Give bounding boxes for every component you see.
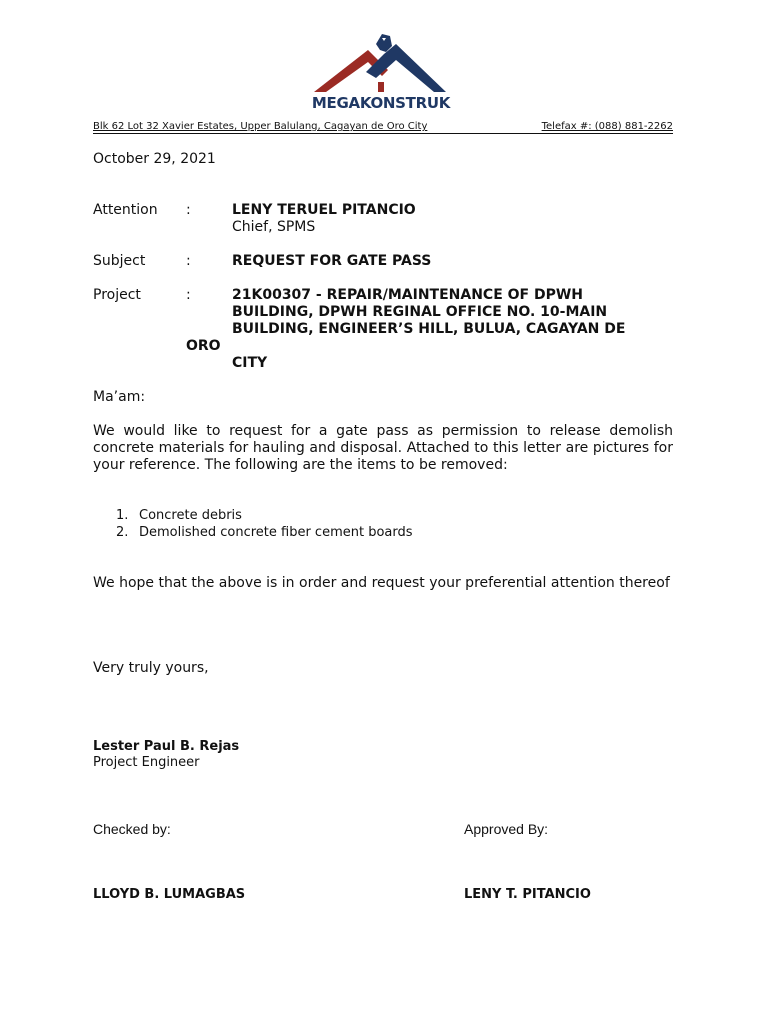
items-list bbox=[116, 507, 413, 541]
project-line-2: BUILDING, DPWH REGINAL OFFICE NO. 10-MAIN bbox=[232, 304, 608, 320]
project-line-4: ORO bbox=[186, 338, 221, 354]
attention-label: Attention bbox=[93, 202, 158, 218]
subject-label: Subject bbox=[93, 253, 146, 269]
approved-by-name: LENY T. PITANCIO bbox=[464, 887, 591, 902]
brand-name: MEGAKONSTRUK bbox=[311, 94, 451, 112]
body-paragraph-closing: We hope that the above is in order and request your preferential attention thereof bbox=[93, 575, 670, 591]
list-item bbox=[116, 524, 413, 541]
company-address: Blk 62 Lot 32 Xavier Estates, Upper Balulang, Cagayan de Oro City bbox=[93, 121, 428, 132]
list-item-text: Concrete debris bbox=[139, 508, 242, 523]
project-line-5: CITY bbox=[232, 355, 268, 371]
attention-name: LENY TERUEL PITANCIO bbox=[232, 202, 416, 218]
attention-colon: : bbox=[186, 202, 191, 218]
address-line bbox=[93, 121, 673, 134]
closing-phrase: Very truly yours, bbox=[93, 660, 209, 676]
checked-by-name: LLOYD B. LUMAGBAS bbox=[93, 887, 246, 902]
attention-title: Chief, SPMS bbox=[232, 219, 316, 235]
signatory-name: Lester Paul B. Rejas bbox=[93, 739, 240, 754]
project-colon: : bbox=[186, 287, 191, 303]
company-telefax: Telefax #: (088) 881-2262 bbox=[541, 121, 673, 132]
subject-colon: : bbox=[186, 253, 191, 269]
body-paragraph-request: We would like to request for a gate pass as permission to release demolish concrete materials for hauling and disposal. Attached to this letter are pictures for your reference. The following are the items to be removed: bbox=[93, 423, 673, 473]
project-label: Project bbox=[93, 287, 141, 303]
salutation: Ma’am: bbox=[93, 389, 146, 405]
checked-by-label: Checked by: bbox=[93, 821, 171, 837]
subject-value: REQUEST FOR GATE PASS bbox=[232, 253, 432, 269]
list-item-number: 2. bbox=[116, 525, 129, 540]
list-item-text: Demolished concrete fiber cement boards bbox=[139, 525, 413, 540]
signatory-title: Project Engineer bbox=[93, 755, 200, 770]
list-item bbox=[116, 507, 413, 524]
list-item-number: 1. bbox=[116, 508, 129, 523]
letter-date: October 29, 2021 bbox=[93, 151, 216, 167]
approved-by-label: Approved By: bbox=[464, 821, 549, 837]
project-line-1: 21K00307 - REPAIR/MAINTENANCE OF DPWH bbox=[232, 287, 584, 303]
project-line-3: BUILDING, ENGINEER’S HILL, BULUA, CAGAYAN DE bbox=[232, 321, 626, 337]
